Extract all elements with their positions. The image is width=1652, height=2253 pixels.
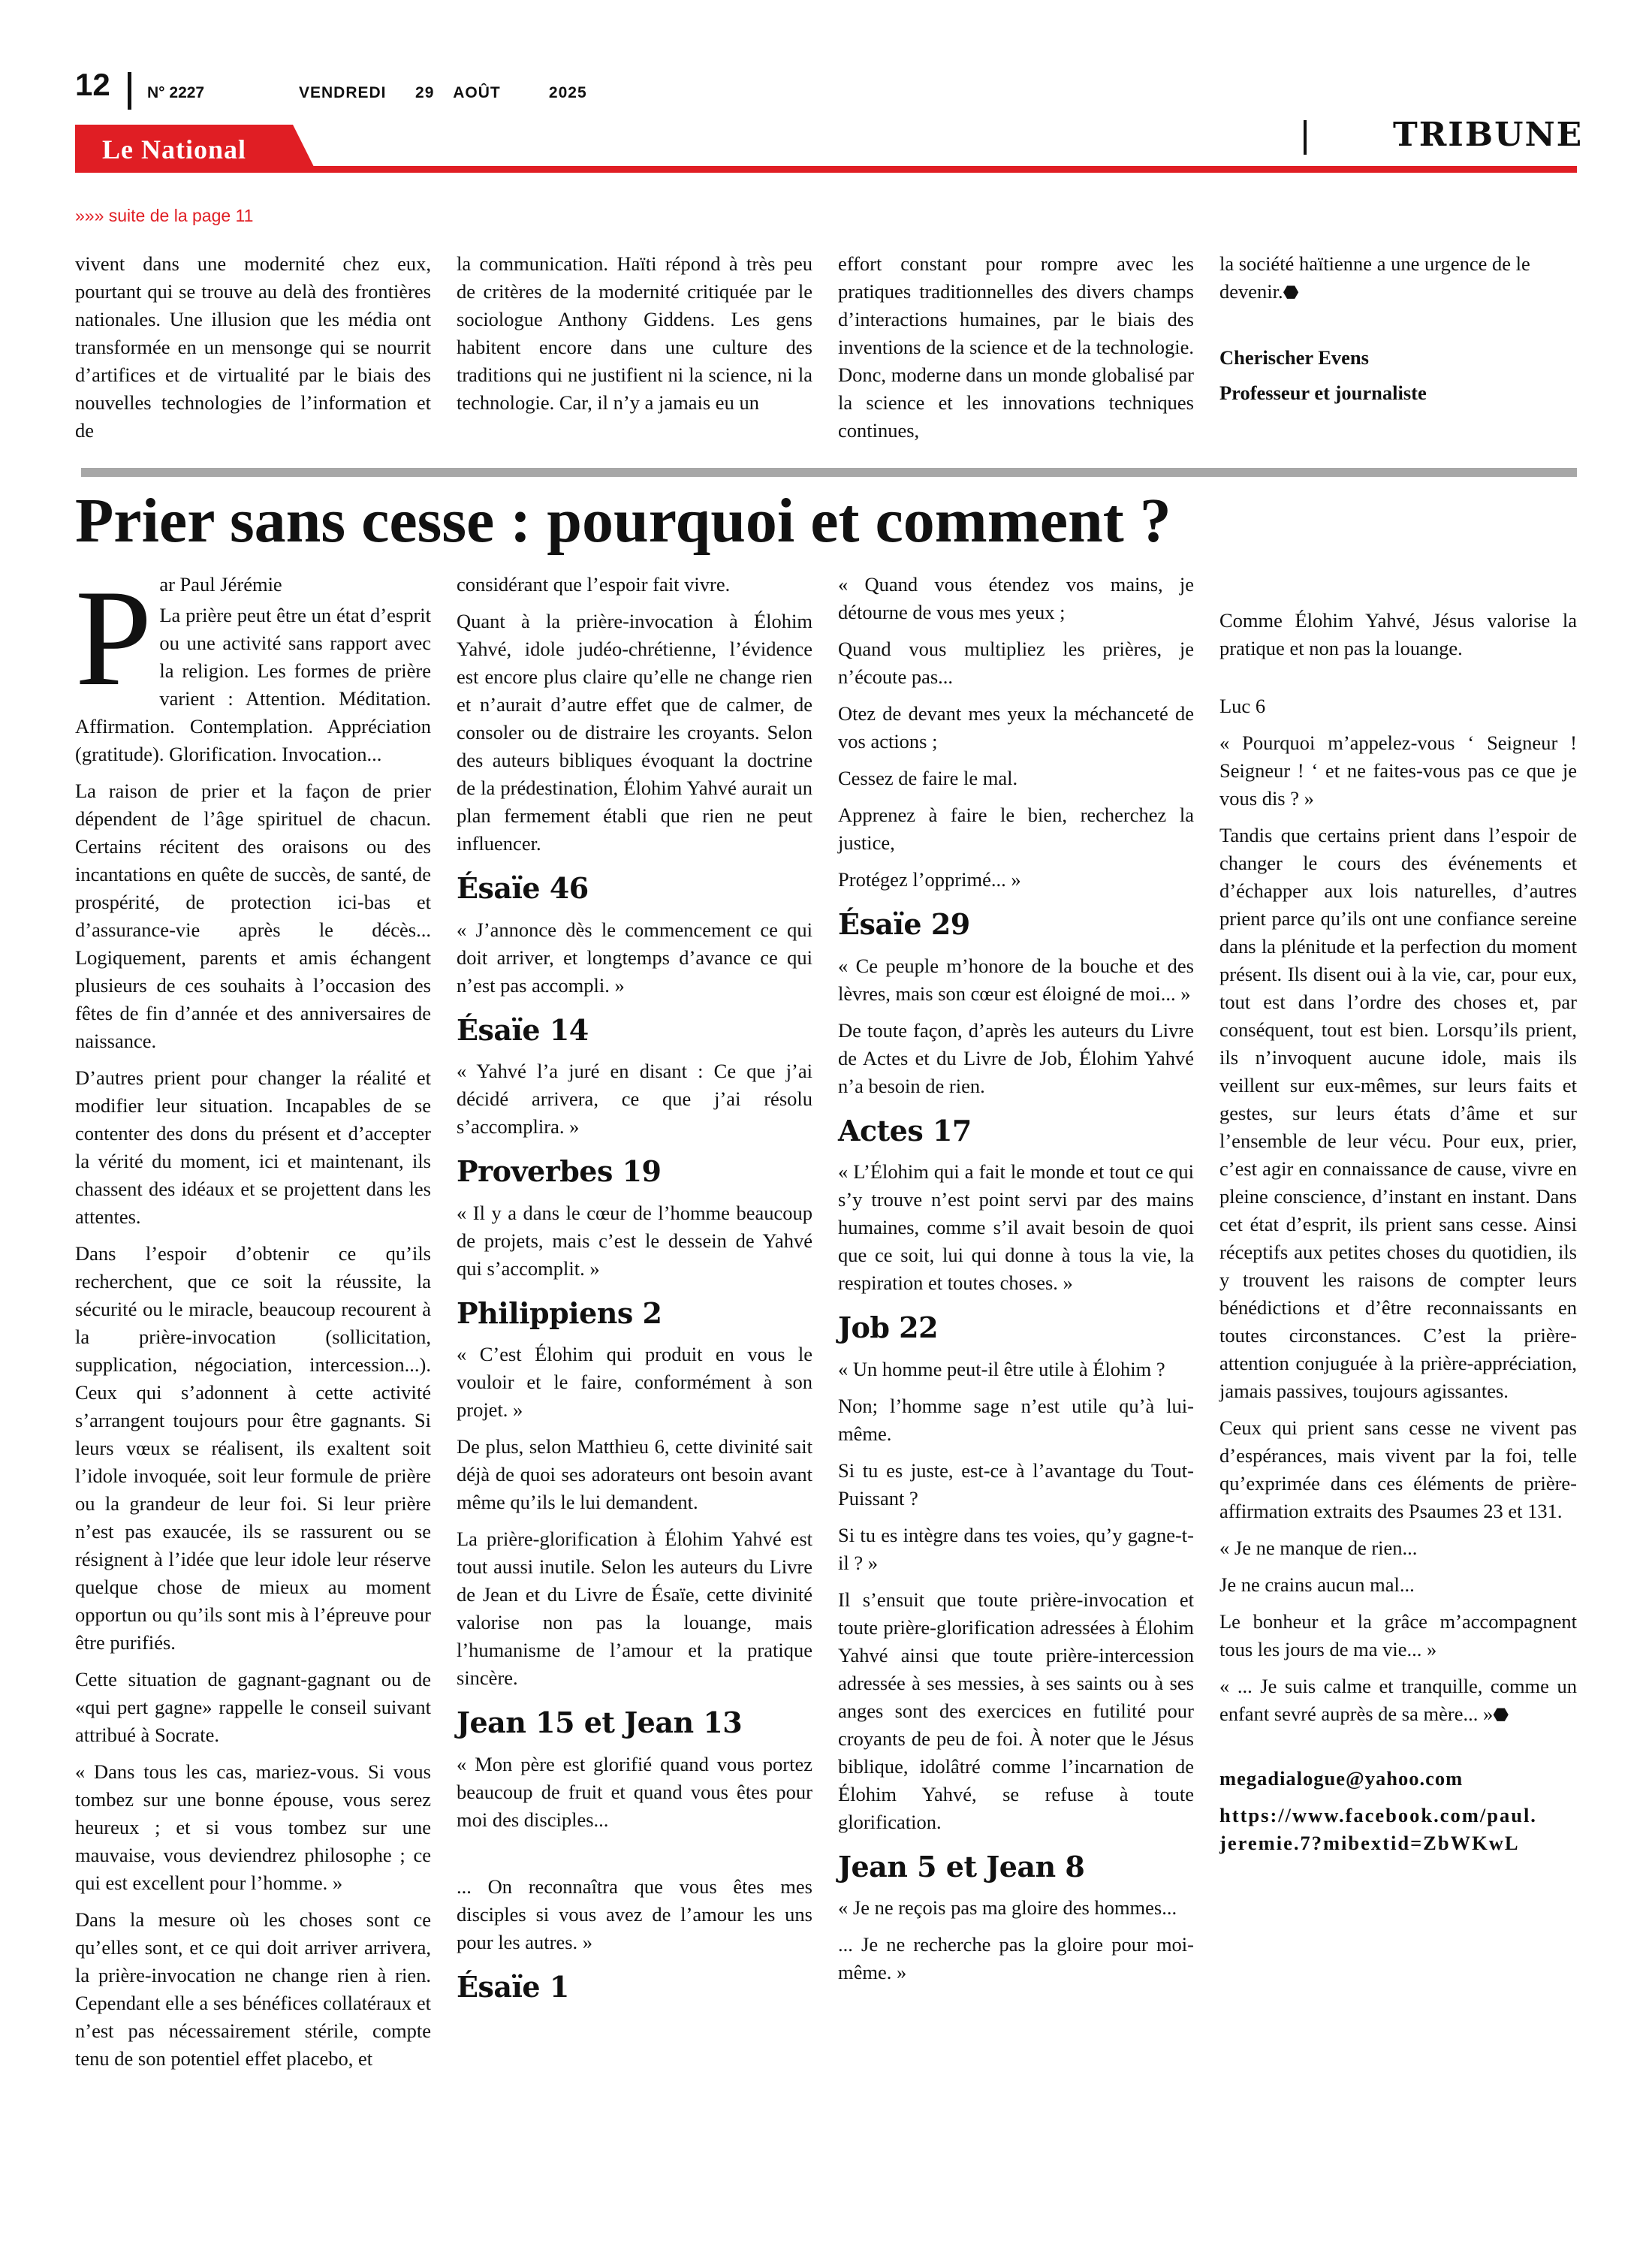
facebook-url-line-2[interactable]: jeremie.7?mibextid=ZbWKwL: [1219, 1832, 1520, 1854]
author-name: Cherischer Evens: [1219, 346, 1369, 369]
previous-article-column-1: [75, 250, 431, 445]
scripture-quote: Protégez l’opprimé... »: [838, 868, 1021, 891]
article-column-3: [838, 571, 1194, 1995]
previous-article-signature: [1219, 344, 1577, 407]
author-facebook-link[interactable]: [1219, 1802, 1577, 1857]
previous-article-column-2: [457, 250, 812, 417]
newspaper-brand: Le National: [102, 134, 247, 164]
scripture-quote: « Il y a dans le cœur de l’homme beaucoup de projets, mais c’est le dessein de Yahvé qui s’accomplit. »: [457, 1201, 812, 1280]
article-separator-rule: [81, 468, 1577, 477]
paragraph: Dans la mesure où les choses sont ce qu’elles sont, et ce qui doit arriver arrivera, la prière-invocation ne change rien à rien. Cependant elle a ses bénéfices collatéraux et n’est pas nécessairement stérile, compte tenu de son potentiel effet placebo, et: [75, 1908, 431, 2070]
scripture-heading: Jean 5 et Jean 8: [838, 1849, 1085, 1884]
paragraph: considérant que l’espoir fait vivre.: [457, 573, 731, 596]
scripture-quote: Quand vous multipliez les prières, je n’écoute pas...: [838, 638, 1194, 688]
article-column-2: [457, 571, 812, 2015]
scripture-heading: Ésaïe 46: [457, 871, 589, 905]
issue-number: N° 2227: [147, 84, 205, 101]
scripture-quote: Cessez de faire le mal.: [838, 767, 1018, 789]
scripture-heading: Ésaïe 1: [457, 1969, 569, 2004]
intro-paragraph: La prière peut être un état d’esprit ou une activité sans rapport avec la religion. Les formes de prière varient : Attention. Méditation. Affirmation. Contemplation. Appréciation (gratitude). Glorification. Invocation...: [75, 604, 431, 765]
paragraph: Cette situation de gagnant-gagnant ou de «qui pert gagne» rappelle le conseil suivant attribué à Socrate.: [75, 1668, 431, 1746]
scripture-quote: Si tu es intègre dans tes voies, qu’y gagne-t-il ? »: [838, 1523, 1194, 1574]
scripture-quote: « L’Élohim qui a fait le monde et tout ce qui s’y trouve n’est point servi par des mains humaines, comme s’il avait besoin de quoi que ce soit, lui qui donne à tous la vie, la respiration et toutes choses. »: [838, 1160, 1194, 1295]
scripture-quote: ... Je ne recherche pas la gloire pour moi-même. »: [838, 1933, 1194, 1984]
scripture-quote: Otez de devant mes yeux la méchanceté de vos actions ;: [838, 702, 1194, 753]
scripture-quote: « Yahvé l’a juré en disant : Ce que j’ai décidé arrivera, ce que j’ai résolu s’accomplira. »: [457, 1060, 812, 1139]
article-column-4: [1219, 607, 1577, 1857]
scripture-heading: Actes 17: [838, 1113, 972, 1148]
scripture-heading: Proverbes 19: [457, 1154, 662, 1189]
scripture-quote: « ... Je suis calme et tranquille, comme un enfant sevré auprès de sa mère... »: [1219, 1675, 1577, 1725]
previous-article-column-3: [838, 250, 1194, 445]
facebook-url-line-1[interactable]: https://www.facebook.com/paul.: [1219, 1804, 1537, 1826]
paragraph: Quant à la prière-invocation à Élohim Yahvé, idole judéo-chrétienne, l’évidence est encore plus claire qu’elle ne change rien et n’aurait d’autre effet que de calmer, de consoler ou de distraire les croyants. Selon des auteurs bibliques évoquant la doctrine de la prédestination, Élohim Yahvé aurait un plan fermement établi que rien ne peut influencer.: [457, 610, 812, 855]
author-email-link[interactable]: megadialogue@yahoo.com: [1219, 1767, 1464, 1790]
issue-date: VENDREDI 29 AOÛT 2025: [299, 84, 587, 101]
end-of-article-mark: ⬣: [1493, 1704, 1509, 1725]
paragraph: La raison de prier et la façon de prier dépendent de l’âge spirituel de chacun. Certains récitent des oraisons ou des incantations en quête de succès, de santé, de prospérité, de protection ici-bas et d’assurance-vie après le décès... Logiquement, parents et amis échangent plusieurs de ces souhaits à l’occasion des fêtes de fin d’année et des anniversaires de naissance.: [75, 780, 431, 1052]
scripture-quote: « J’annonce dès le commencement ce qui doit arriver, et longtemps d’avance ce qui n’est pas accompli. »: [457, 918, 812, 997]
scripture-heading: Ésaïe 29: [838, 907, 970, 941]
previous-article-text: la communication. Haïti répond à très peu de critères de la modernité critiquée par le sociologue Anthony Giddens. Les gens habitent encore dans une culture des traditions qui ne justifient ni la science, ni la technologie. Car, il n’y a jamais eu un: [457, 252, 812, 414]
scripture-quote: Non; l’homme sage n’est utile qu’à lui-même.: [838, 1394, 1194, 1445]
quote-gap: [457, 1843, 812, 1873]
scripture-quote: Le bonheur et la grâce m’accompagnent tous les jours de ma vie... »: [1219, 1610, 1577, 1660]
previous-article-column-4: [1219, 250, 1577, 407]
page-number: 12: [75, 67, 110, 102]
paragraph: Il s’ensuit que toute prière-invocation et toute prière-glorification adressées à Élohim Yahvé ainsi que toute prière-intercession adressée à ses messies, à ses saints ou à ses anges sont des exercices en futilité pour croyants de peu de foi. À noter que le Jésus biblique, idolâtré comme l’incarnation de Élohim Yahvé, se refuse à toute glorification.: [838, 1588, 1194, 1833]
article-column-1: [75, 561, 431, 2082]
scripture-quote: Apprenez à faire le bien, recherchez la justice,: [838, 804, 1194, 854]
contact-gap: [1219, 1738, 1577, 1765]
end-of-article-mark: ⬣: [1283, 282, 1299, 303]
scripture-quote: « Ce peuple m’honore de la bouche et des lèvres, mais son cœur est éloigné de moi... »: [838, 954, 1194, 1005]
previous-article-text: la société haïtienne a une urgence de le devenir.: [1219, 252, 1530, 303]
author-title: Professeur et journaliste: [1219, 382, 1427, 404]
scripture-quote: « Je ne manque de rien...: [1219, 1537, 1418, 1559]
scripture-quote: « Un homme peut-il être utile à Élohim ?: [838, 1357, 1165, 1380]
byline: ar Paul Jérémie: [159, 573, 282, 596]
scripture-quote: Si tu es juste, est-ce à l’avantage du Tout-Puissant ?: [838, 1458, 1194, 1510]
scripture-quote: « Mon père est glorifié quand vous portez beaucoup de fruit et quand vous êtes pour moi des disciples...: [457, 1752, 812, 1831]
scripture-heading: Philippiens 2: [457, 1295, 662, 1330]
continued-from-label: »»» suite de la page 11: [75, 206, 254, 225]
scripture-heading: Ésaïe 14: [457, 1012, 589, 1047]
quote-paragraph: « Dans tous les cas, mariez-vous. Si vous tombez sur une bonne épouse, vous serez heureux ; et si vous tombez sur une mauvaise, vous deviendrez philosophe ; ce qui est excellent pour l’homme. »: [75, 1760, 431, 1894]
scripture-quote: « Pourquoi m’appelez-vous ‘ Seigneur ! Seigneur ! ‘ et ne faites-vous pas ce que je vous dis ? »: [1219, 731, 1577, 810]
paragraph: Comme Élohim Yahvé, Jésus valorise la pratique et non pas la louange.: [1219, 609, 1577, 659]
scripture-quote: « Quand vous étendez vos mains, je détourne de vous mes yeux ;: [838, 573, 1194, 623]
scripture-quote: « C’est Élohim qui produit en vous le vouloir et le faire, conformément à son projet. »: [457, 1343, 812, 1422]
scripture-reference: Luc 6: [1219, 695, 1266, 717]
previous-article-text: vivent dans une modernité chez eux, pourtant qui se trouve au delà des frontières nationales. Une illusion que les média ont transformée en un mensonge qui se nourrit d’artifices et de virtualité par le biais des nouvelles technologies de l’information et de: [75, 252, 431, 442]
scripture-quote: Je ne crains aucun mal...: [1219, 1573, 1415, 1596]
scripture-heading: Jean 15 et Jean 13: [457, 1706, 743, 1740]
paragraph: Dans l’espoir d’obtenir ce qu’ils recherchent, que ce soit la réussite, la sécurité ou le miracle, beaucoup recourent à la prière-invocation (sollicitation, supplication, négociation, intercession...). Ceux qui s’adonnent à cette activité s’arrangent toujours pour être gagnants. Si leurs vœux se réalisent, ils exaltent soit l’idole invoquée, soit leur formule de prière ou la grandeur de leur foi. Si leur prière n’est pas exaucée, ils se rassurent ou se résignent à l’idée que leur idole leur réserve quelque chose de mieux au moment opportun ou qu’ils sont mis à l’épreuve pour être purifiés.: [75, 1242, 431, 1654]
paragraph: Ceux qui prient sans cesse ne vivent pas d’espérances, mais vivent par la foi, telle qu’exprimée dans ces éléments de prière-affirmation extraits des Psaumes 23 et 131.: [1219, 1416, 1577, 1522]
article-headline: Prier sans cesse : pourquoi et comment ?: [75, 486, 1171, 556]
section-title: TRIBUNE: [1393, 116, 1584, 154]
scripture-heading: Job 22: [838, 1310, 939, 1345]
header-red-rule: [75, 166, 1577, 173]
scripture-quote: ... On reconnaîtra que vous êtes mes disciples si vous avez de l’amour les uns pour les autres. »: [457, 1874, 812, 1953]
section-divider: [1304, 120, 1307, 155]
paragraph: De toute façon, d’après les auteurs du Livre de Actes et du Livre de Job, Élohim Yahvé n’a besoin de rien.: [838, 1018, 1194, 1097]
drop-cap: P: [75, 561, 152, 714]
scripture-quote: « Je ne reçois pas ma gloire des hommes...: [838, 1896, 1177, 1920]
paragraph: La prière-glorification à Élohim Yahvé est tout aussi inutile. Selon les auteurs du Livre de Jean et du Livre de Ésaïe, cette divinité valorise non pas la louange, mais l’humanisme de l’amour et la pratique sincère.: [457, 1528, 812, 1690]
paragraph: Tandis que certains prient dans l’espoir de changer le cours des événements et d’échapper aux lois naturelles, d’autres prient parce qu’ils ont une confiance sereine dans la plénitude et la perfection du moment présent. Ils disent oui à la vie, car, pour eux, tout est dans l’ordre des choses et, par conséquent, tout est bien. Lorsqu’ils prient, ils n’invoquent aucune idole, mais ils veillent sur eux-mêmes, sur leurs faits et gestes, sur leurs états d’âme et sur l’ensemble de leur vécu. Pour eux, prier, c’est agir en connaissance de cause, vivre en pleine conscience, d’instant en instant. Dans cet état d’esprit, ils prient sans cesse. Ainsi réceptifs aux petites choses du quotidien, ils y trouvent les raisons de compter leurs bénédictions et d’être reconnaissants en toutes circonstances. C’est la prière-attention conjuguée à la prière-appréciation, jamais passives, toujours agissantes.: [1219, 824, 1577, 1402]
paragraph: De plus, selon Matthieu 6, cette divinité sait déjà de quoi ses adorateurs ont besoin avant même qu’ils le lui demandent.: [457, 1435, 812, 1514]
page-number-divider: [128, 72, 131, 110]
previous-article-text: effort constant pour rompre avec les pratiques traditionnelles des divers champs d’interactions humaines, par le biais des inventions de la science et de la technologie. Donc, moderne dans un monde globalisé par la science et les innovations techniques continues,: [838, 252, 1194, 442]
paragraph: D’autres prient pour changer la réalité et modifier leur situation. Incapables de se contenter des dons du présent et d’accepter la vérité du moment, ici et maintenant, ils chassent des idéaux et se projettent dans les attentes.: [75, 1066, 431, 1228]
